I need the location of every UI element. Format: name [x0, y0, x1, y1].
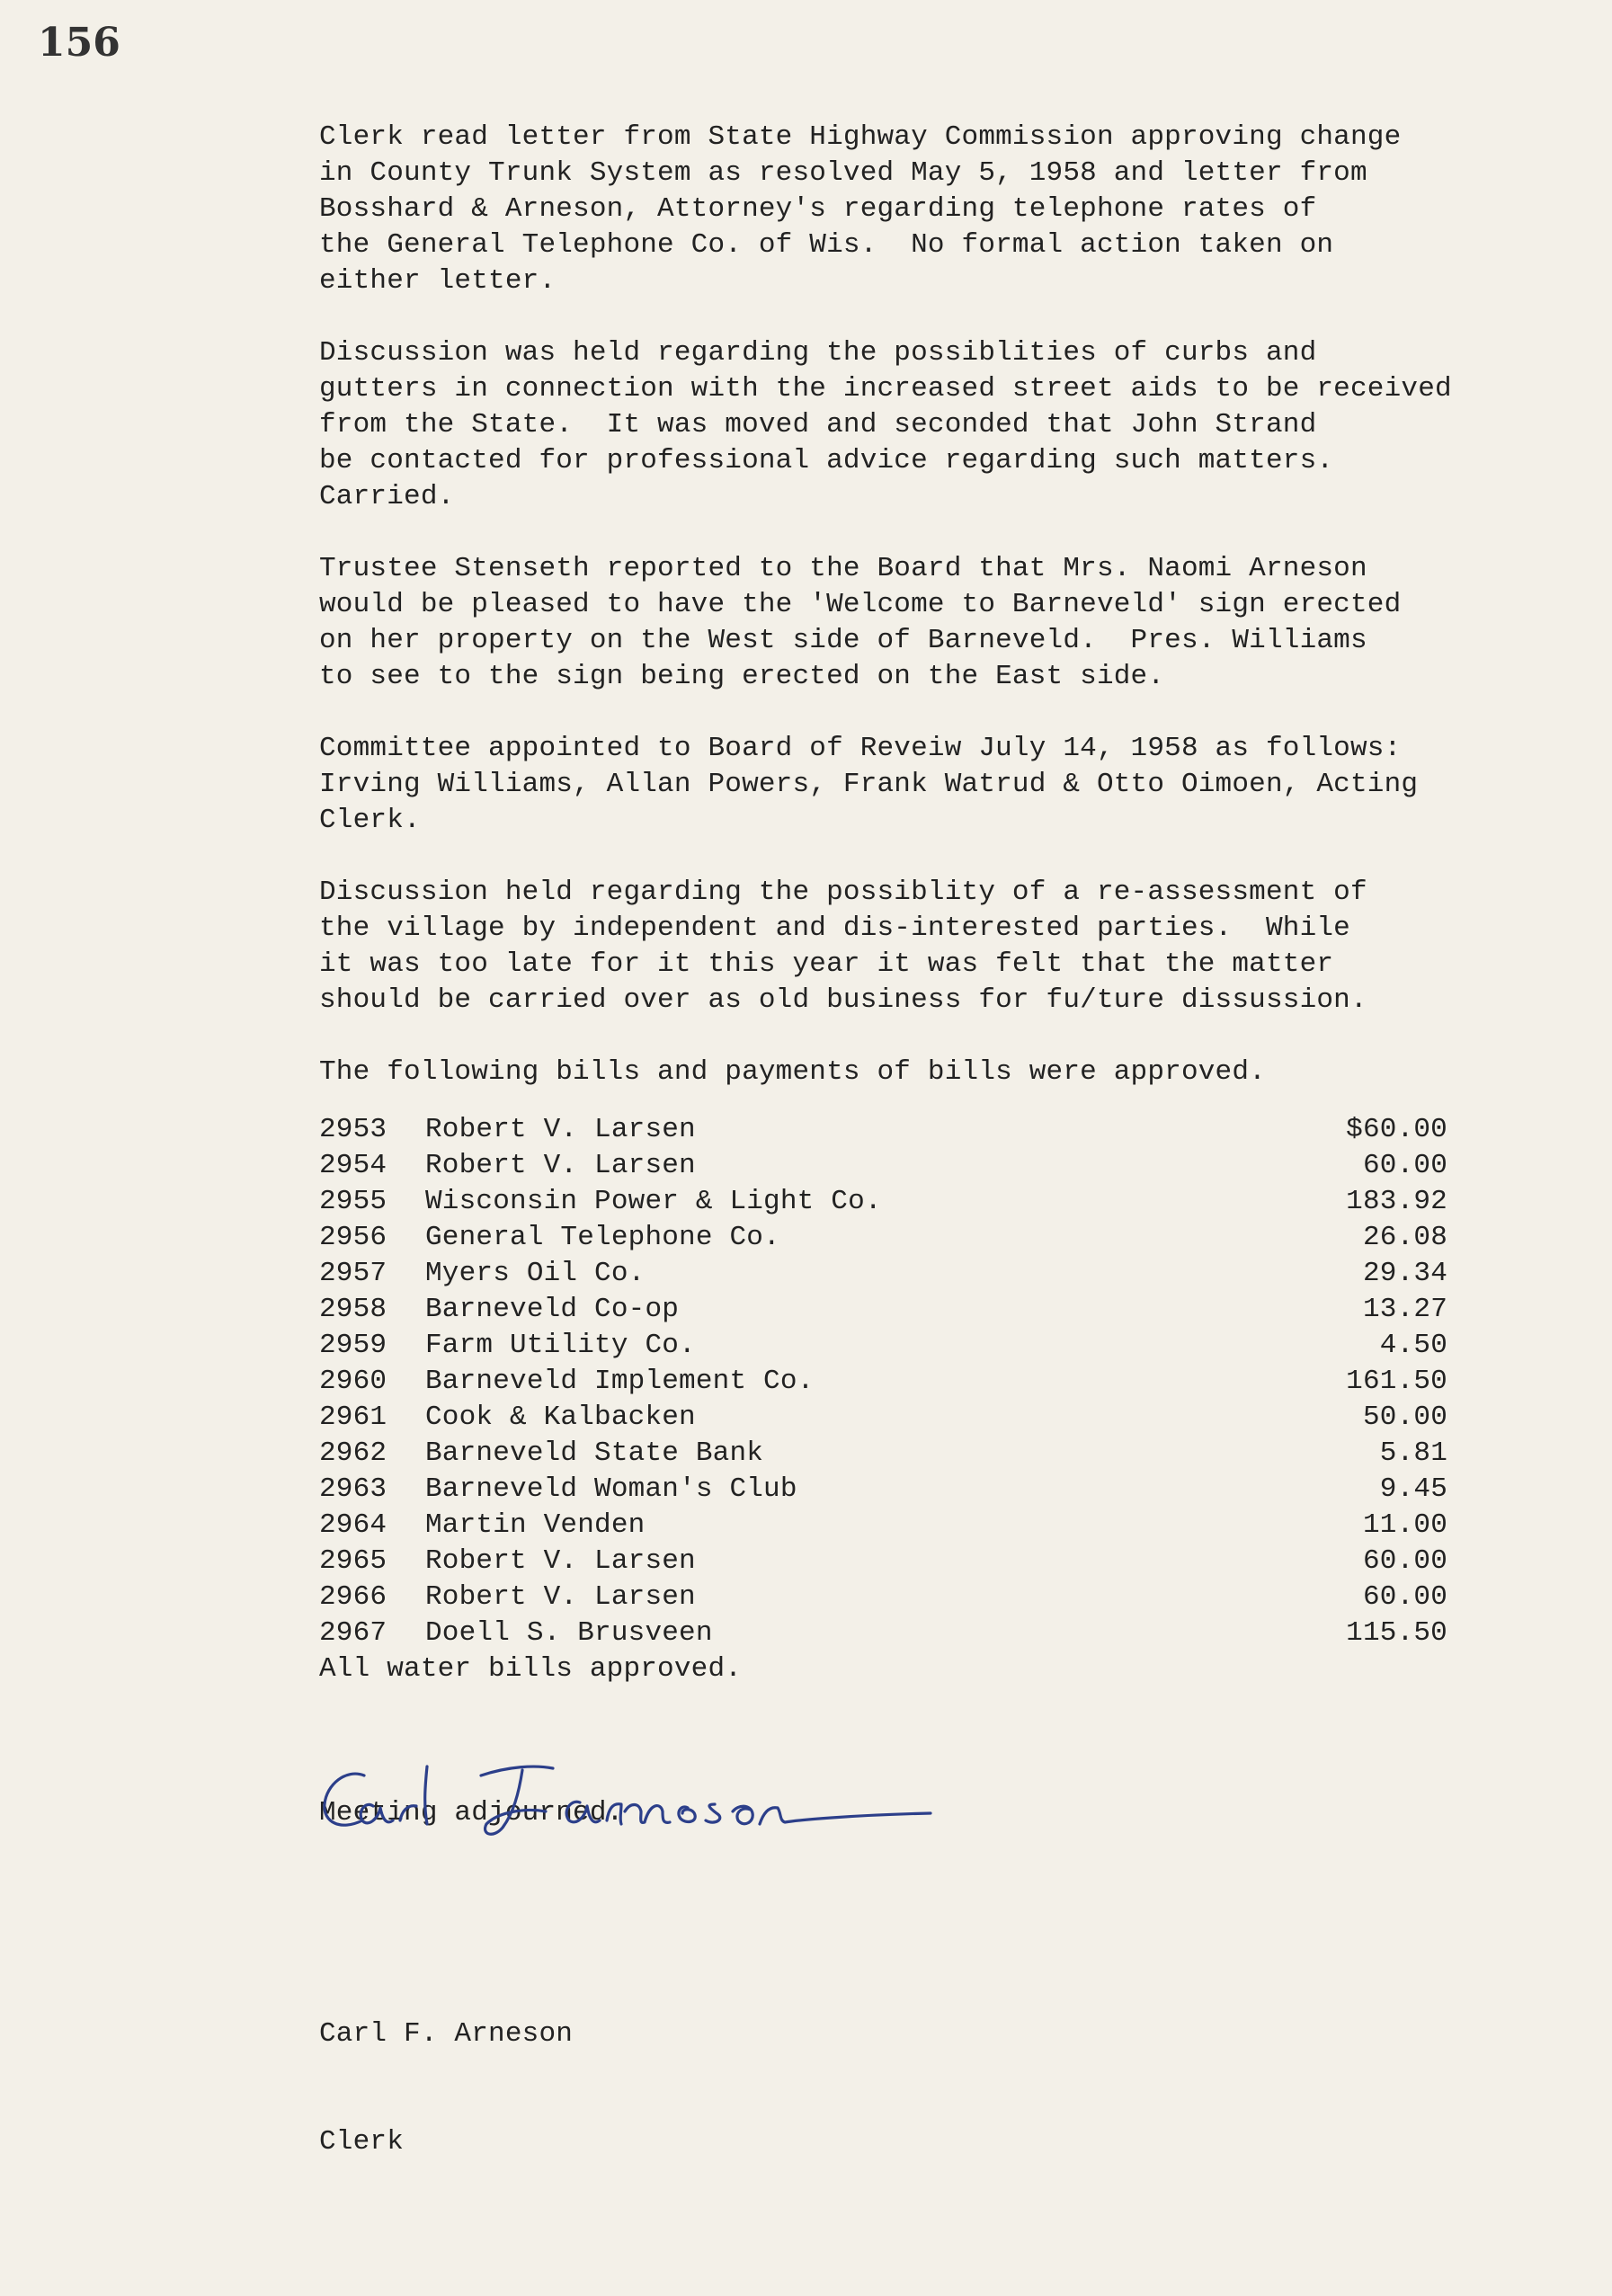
bill-amount: 11.00 — [1362, 1509, 1447, 1541]
bill-number: 2958 — [319, 1294, 387, 1325]
water-bills-note: All water bills approved. — [319, 1653, 743, 1685]
bill-amount: 60.00 — [1362, 1150, 1447, 1181]
handwritten-signature — [310, 1749, 975, 1847]
bill-amount: 183.92 — [1346, 1186, 1447, 1217]
bill-number: 2963 — [319, 1473, 387, 1505]
bill-row — [319, 1184, 1560, 1220]
bill-amount: 4.50 — [1379, 1330, 1447, 1361]
bill-row — [319, 1112, 1560, 1148]
bill-payee: Robert V. Larsen — [425, 1150, 696, 1181]
bill-payee: Cook & Kalbacken — [425, 1402, 696, 1433]
bill-amount: 60.00 — [1362, 1581, 1447, 1613]
bill-number: 2953 — [319, 1114, 387, 1145]
bill-number: 2957 — [319, 1258, 387, 1289]
paragraph-bills-intro: The following bills and payments of bills were approved. — [319, 1056, 1266, 1088]
page-number: 156 — [38, 20, 120, 66]
bill-row — [319, 1292, 1560, 1328]
bill-number: 2956 — [319, 1222, 387, 1253]
bill-number: 2959 — [319, 1330, 387, 1361]
bill-number: 2967 — [319, 1617, 387, 1649]
bill-row — [319, 1436, 1560, 1472]
bill-row — [319, 1472, 1560, 1508]
bill-payee: Barneveld Co-op — [425, 1294, 680, 1325]
bill-row — [319, 1544, 1560, 1580]
bill-payee: Martin Venden — [425, 1509, 646, 1541]
bill-payee: Robert V. Larsen — [425, 1545, 696, 1577]
bill-amount: 26.08 — [1362, 1222, 1447, 1253]
paragraph-welcome-sign: Trustee Stenseth reported to the Board that Mrs. Naomi Arneson would be pleased to have the 'Welcome to Barneveld' sign erected on her property on the West side of Barneveld. Pres. Williams to see to the sign being erected on the East side. — [319, 553, 1402, 692]
bill-payee: Robert V. Larsen — [425, 1581, 696, 1613]
bill-row — [319, 1220, 1560, 1256]
bill-payee: Wisconsin Power & Light Co. — [425, 1186, 882, 1217]
paragraph-board-of-review: Committee appointed to Board of Reveiw July 14, 1958 as follows: Irving Williams, Allan Powers, Frank Watrud & Otto Oimoen, Acting Clerk. — [319, 733, 1419, 836]
bill-row — [319, 1580, 1560, 1615]
bill-payee: Doell S. Brusveen — [425, 1617, 713, 1649]
bill-payee: Barneveld State Bank — [425, 1437, 764, 1469]
bill-number: 2966 — [319, 1581, 387, 1613]
bill-number: 2965 — [319, 1545, 387, 1577]
bill-row — [319, 1328, 1560, 1364]
bill-amount: 5.81 — [1379, 1437, 1447, 1469]
bill-row — [319, 1615, 1560, 1651]
bill-number: 2961 — [319, 1402, 387, 1433]
bill-payee: Farm Utility Co. — [425, 1330, 696, 1361]
signature-block — [319, 1723, 1560, 2232]
bill-payee: General Telephone Co. — [425, 1222, 780, 1253]
bill-payee: Barneveld Implement Co. — [425, 1366, 815, 1397]
signer-title: Clerk — [319, 2126, 405, 2158]
bill-payee: Myers Oil Co. — [425, 1258, 646, 1289]
bill-number: 2955 — [319, 1186, 387, 1217]
signer-name: Carl F. Arneson — [319, 2018, 574, 2050]
bill-row — [319, 1508, 1560, 1544]
bill-payee: Barneveld Woman's Club — [425, 1473, 797, 1505]
bill-amount: 115.50 — [1346, 1617, 1447, 1649]
bill-number: 2954 — [319, 1150, 387, 1181]
bill-row — [319, 1256, 1560, 1292]
bill-amount: 13.27 — [1362, 1294, 1447, 1325]
bill-number: 2962 — [319, 1437, 387, 1469]
bill-amount: 9.45 — [1379, 1473, 1447, 1505]
bill-amount: $60.00 — [1346, 1114, 1447, 1145]
bill-amount: 29.34 — [1362, 1258, 1447, 1289]
bill-number: 2964 — [319, 1509, 387, 1541]
paragraph-curbs-gutters: Discussion was held regarding the possiblities of curbs and gutters in connection with the increased street aids to be received from the State. It was moved and seconded that John Strand be contacted for professional advice regarding such matters. Carried. — [319, 337, 1452, 512]
minutes-content — [319, 120, 1560, 2232]
bill-row — [319, 1364, 1560, 1400]
bill-amount: 50.00 — [1362, 1402, 1447, 1433]
paragraph-reassessment: Discussion held regarding the possiblity of a re-assessment of the village by independent and dis-interested parties. While it was too late for it this year it was felt that the matter should be carried over as old business for fu/ture dissussion. — [319, 877, 1367, 1016]
bill-amount: 161.50 — [1346, 1366, 1447, 1397]
bill-amount: 60.00 — [1362, 1545, 1447, 1577]
bill-number: 2960 — [319, 1366, 387, 1397]
bill-payee: Robert V. Larsen — [425, 1114, 696, 1145]
bills-list — [319, 1112, 1560, 1651]
bill-row — [319, 1400, 1560, 1436]
meeting-adjourned: Meeting adjourned. — [319, 1797, 624, 1829]
bill-row — [319, 1148, 1560, 1184]
paragraph-highway-letter: Clerk read letter from State Highway Commission approving change in County Trunk System as resolved May 5, 1958 and letter from Bosshard & Arneson, Attorney's regarding telephone rates of the General Telephone Co. of Wis. No formal action taken on either letter. — [319, 121, 1402, 297]
